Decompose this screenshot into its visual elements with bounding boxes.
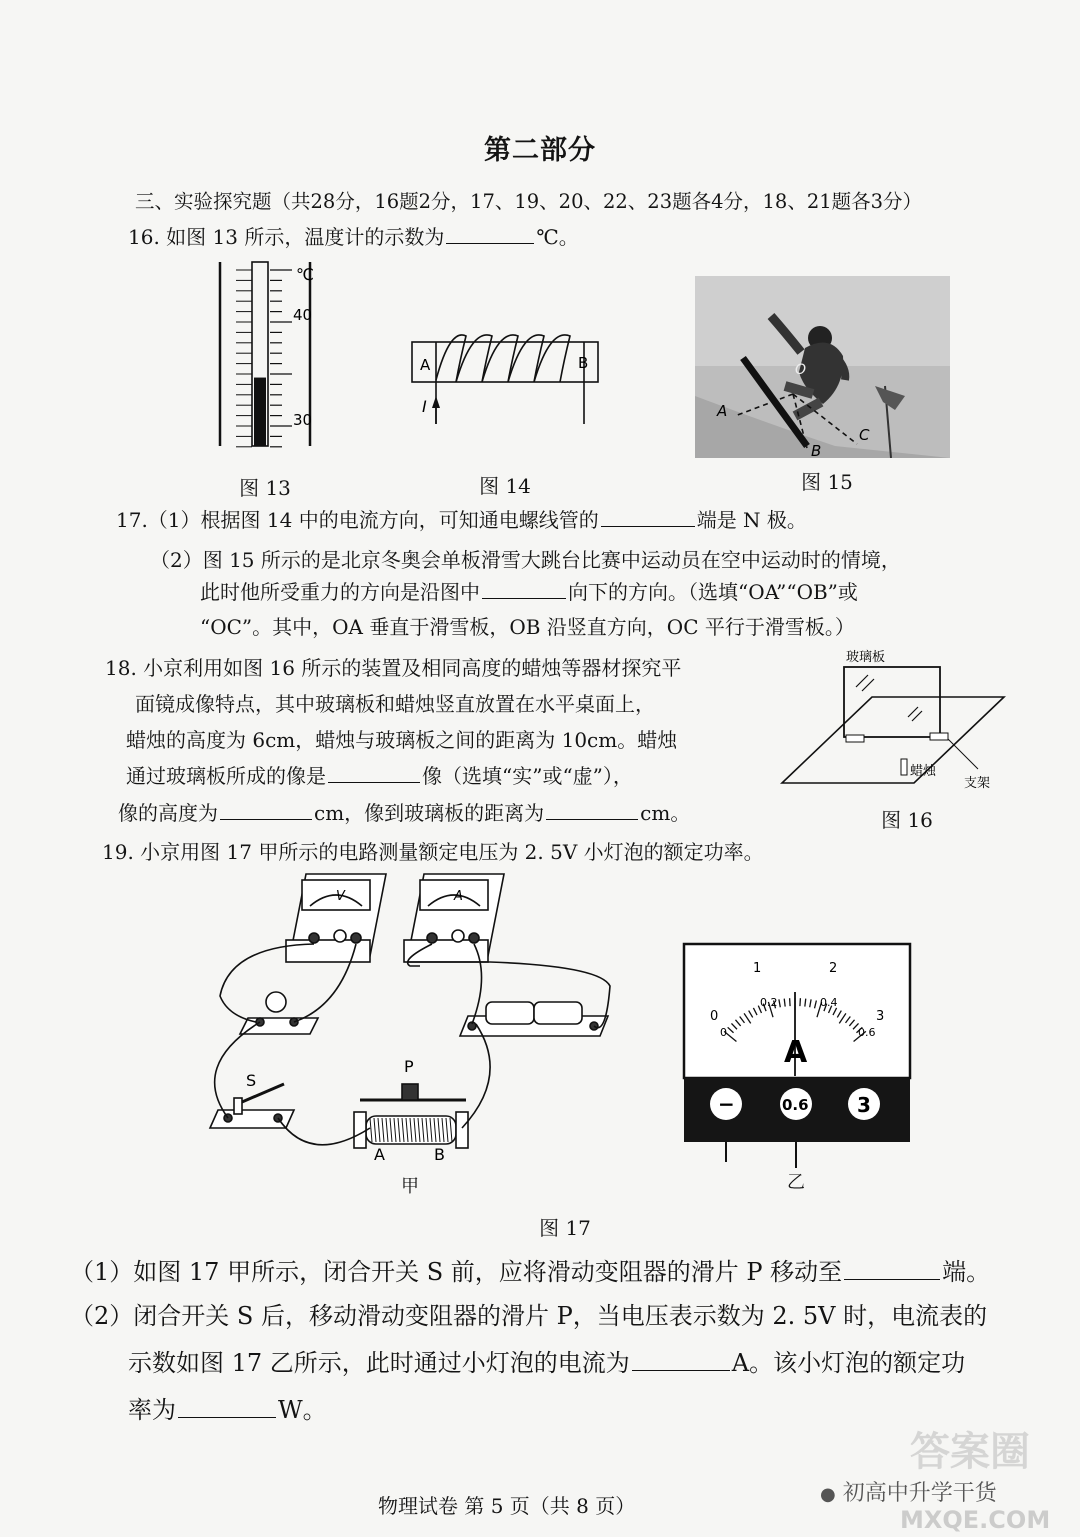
fig16-caption: 图 16	[881, 808, 933, 832]
q18-text-c: 像的高度为	[118, 801, 218, 825]
question-18-line1: 18. 小京利用如图 16 所示的装置及相同高度的蜡烛等器材探究平	[105, 656, 682, 680]
fig13-caption: 图 13	[239, 476, 291, 500]
rheostat-end-b: B	[434, 1145, 445, 1164]
ammeter-letter: A	[454, 889, 463, 904]
q17-p1-tail: 端是 N 极。	[696, 508, 807, 532]
dial-bottom-0-6: 0.6	[858, 1026, 876, 1039]
q19-p3-text: 率为	[128, 1396, 176, 1424]
q18-text-d: cm，像到玻璃板的距离为	[314, 801, 545, 825]
q16-unit: ℃。	[536, 225, 579, 249]
q18-text-e: cm。	[640, 801, 691, 825]
candle-icon	[901, 759, 907, 775]
question-17-part2-line2	[200, 576, 858, 605]
question-18-line4	[126, 760, 633, 789]
dial-bottom-0: 0	[720, 1026, 727, 1039]
q17-p2-text: 此时他所受重力的方向是沿图中	[200, 580, 480, 604]
q19-p1-text: （1）如图 17 甲所示，闭合开关 S 前，应将滑动变阻器的滑片 P 移动至	[70, 1258, 843, 1286]
fig15-label-a: A	[717, 402, 728, 420]
q19-p3-tail: W。	[278, 1396, 327, 1424]
q17-p1-answer-blank	[601, 525, 695, 527]
q19-power-blank	[178, 1416, 276, 1418]
wechat-icon: ●	[820, 1484, 836, 1505]
question-17-part2-line1: （2）图 15 所示的是北京冬奥会单板滑雪大跳台比赛中运动员在空中运动时的情境，	[150, 548, 901, 572]
fig17-caption: 图 17	[539, 1216, 591, 1240]
fig15-snowboard-photo	[695, 276, 950, 458]
q19-p1-tail: 端。	[942, 1258, 991, 1286]
dial-top-0: 0	[710, 1009, 719, 1024]
fig14-label-b: B	[578, 354, 589, 372]
fig17-sub-right: 乙	[787, 1172, 805, 1193]
fig14-solenoid	[400, 320, 610, 440]
q18-text-b: 像（选填“实”或“虚”），	[422, 764, 633, 788]
question-18-line5	[118, 797, 690, 826]
q18-text-a: 通过玻璃板所成的像是	[126, 764, 326, 788]
page-footer: 物理试卷 第 5 页（共 8 页）	[378, 1494, 636, 1518]
dial-bottom-0-2: 0.2	[760, 996, 778, 1009]
question-19-part2-line1: （2）闭合开关 S 后，移动滑动变阻器的滑片 P，当电压表示数为 2. 5V 时，电流表的	[70, 1302, 988, 1330]
fig16-label-stand: 支架	[964, 776, 991, 791]
glass-plate	[844, 667, 940, 737]
fig14-label-a: A	[420, 356, 431, 374]
fig16-label-glass: 玻璃板	[846, 650, 886, 665]
fig15-label-o: O	[795, 362, 807, 378]
voltmeter	[286, 874, 386, 962]
watermark-wechat-text: 初高中升学干货	[842, 1481, 997, 1506]
slider-label: P	[404, 1057, 414, 1076]
fig15-label-b: B	[811, 442, 822, 458]
q19-p2-text: 示数如图 17 乙所示，此时通过小灯泡的电流为	[128, 1349, 630, 1377]
q18-image-type-blank	[328, 781, 420, 783]
q17-p2-tail: 向下的方向。（选填“OA”“OB”或	[568, 580, 858, 604]
question-17-part2-line3: “OC”。其中，OA 垂直于滑雪板，OB 沿竖直方向，OC 平行于滑雪板。）	[200, 615, 855, 639]
q19-p2-tail: A。该小灯泡的额定功	[731, 1349, 966, 1377]
terminal-0-6: 0.6	[782, 1096, 809, 1114]
fig15-caption: 图 15	[801, 470, 853, 494]
question-19-intro: 19. 小京用图 17 甲所示的电路测量额定电压为 2. 5V 小灯泡的额定功率。	[102, 840, 764, 864]
watermark-logo: 答案圈	[910, 1429, 1030, 1475]
q16-answer-blank	[446, 242, 534, 244]
battery	[460, 1002, 608, 1036]
q17-p2-answer-blank	[482, 597, 566, 599]
q19-p1-answer-blank	[844, 1278, 940, 1280]
q18-height-blank	[220, 818, 312, 820]
thermometer-liquid-column	[254, 378, 266, 446]
ammeter	[404, 874, 504, 962]
fig16-label-candle: 蜡烛	[910, 764, 937, 779]
question-16	[128, 221, 579, 250]
fig17-circuit	[190, 866, 620, 1166]
dial-letter: A	[784, 1035, 808, 1070]
question-18-line3: 蜡烛的高度为 6cm，蜡烛与玻璃板之间的距离为 10cm。蜡烛	[126, 728, 678, 752]
fig14-label-i: I	[422, 397, 427, 416]
fig13-tick-40: 40	[293, 306, 313, 324]
switch-label: S	[246, 1071, 257, 1090]
rheostat-end-a: A	[374, 1145, 385, 1164]
section-header: 三、实验探究题（共28分，16题2分，17、19、20、22、23题各4分，18、21题各3分）	[135, 190, 923, 213]
dial-top-3: 3	[876, 1009, 885, 1024]
switch-s	[210, 1084, 294, 1128]
fig17-ammeter-dial	[680, 940, 912, 1170]
dial-top-1: 1	[753, 961, 762, 976]
question-17-part1	[116, 504, 807, 533]
dial-bottom-0-4: 0.4	[820, 996, 838, 1009]
terminal-3: 3	[857, 1093, 871, 1117]
question-18-line2: 面镜成像特点，其中玻璃板和蜡烛竖直放置在水平桌面上，	[135, 692, 655, 716]
question-19-part1	[70, 1252, 990, 1287]
fig17-sub-left: 甲	[401, 1176, 419, 1197]
watermark-site: MXQE.COM	[900, 1506, 1051, 1534]
fig15-label-c: C	[859, 426, 870, 444]
q18-distance-blank	[546, 818, 638, 820]
question-19-part2-line2	[128, 1343, 965, 1378]
q19-current-blank	[632, 1369, 730, 1371]
dial-top-2: 2	[829, 961, 838, 976]
voltmeter-letter: V	[336, 889, 345, 904]
q16-text: 16. 如图 13 所示，温度计的示数为	[128, 225, 445, 249]
table-surface	[782, 697, 1004, 783]
q17-p1-text: 17.（1）根据图 14 中的电流方向，可知通电螺线管的	[116, 508, 599, 532]
rheostat	[354, 1084, 468, 1148]
fig13-tick-30: 30	[293, 411, 313, 429]
section-title: 第二部分	[484, 135, 596, 166]
watermark-wechat	[820, 1476, 997, 1507]
terminal-negative: −	[718, 1092, 735, 1116]
fig13-thermometer	[200, 258, 330, 448]
question-19-part2-line3	[128, 1390, 327, 1425]
fig14-caption: 图 14	[479, 474, 531, 498]
fig13-unit: ℃	[296, 265, 314, 284]
fig16-mirror-setup	[778, 645, 1008, 805]
